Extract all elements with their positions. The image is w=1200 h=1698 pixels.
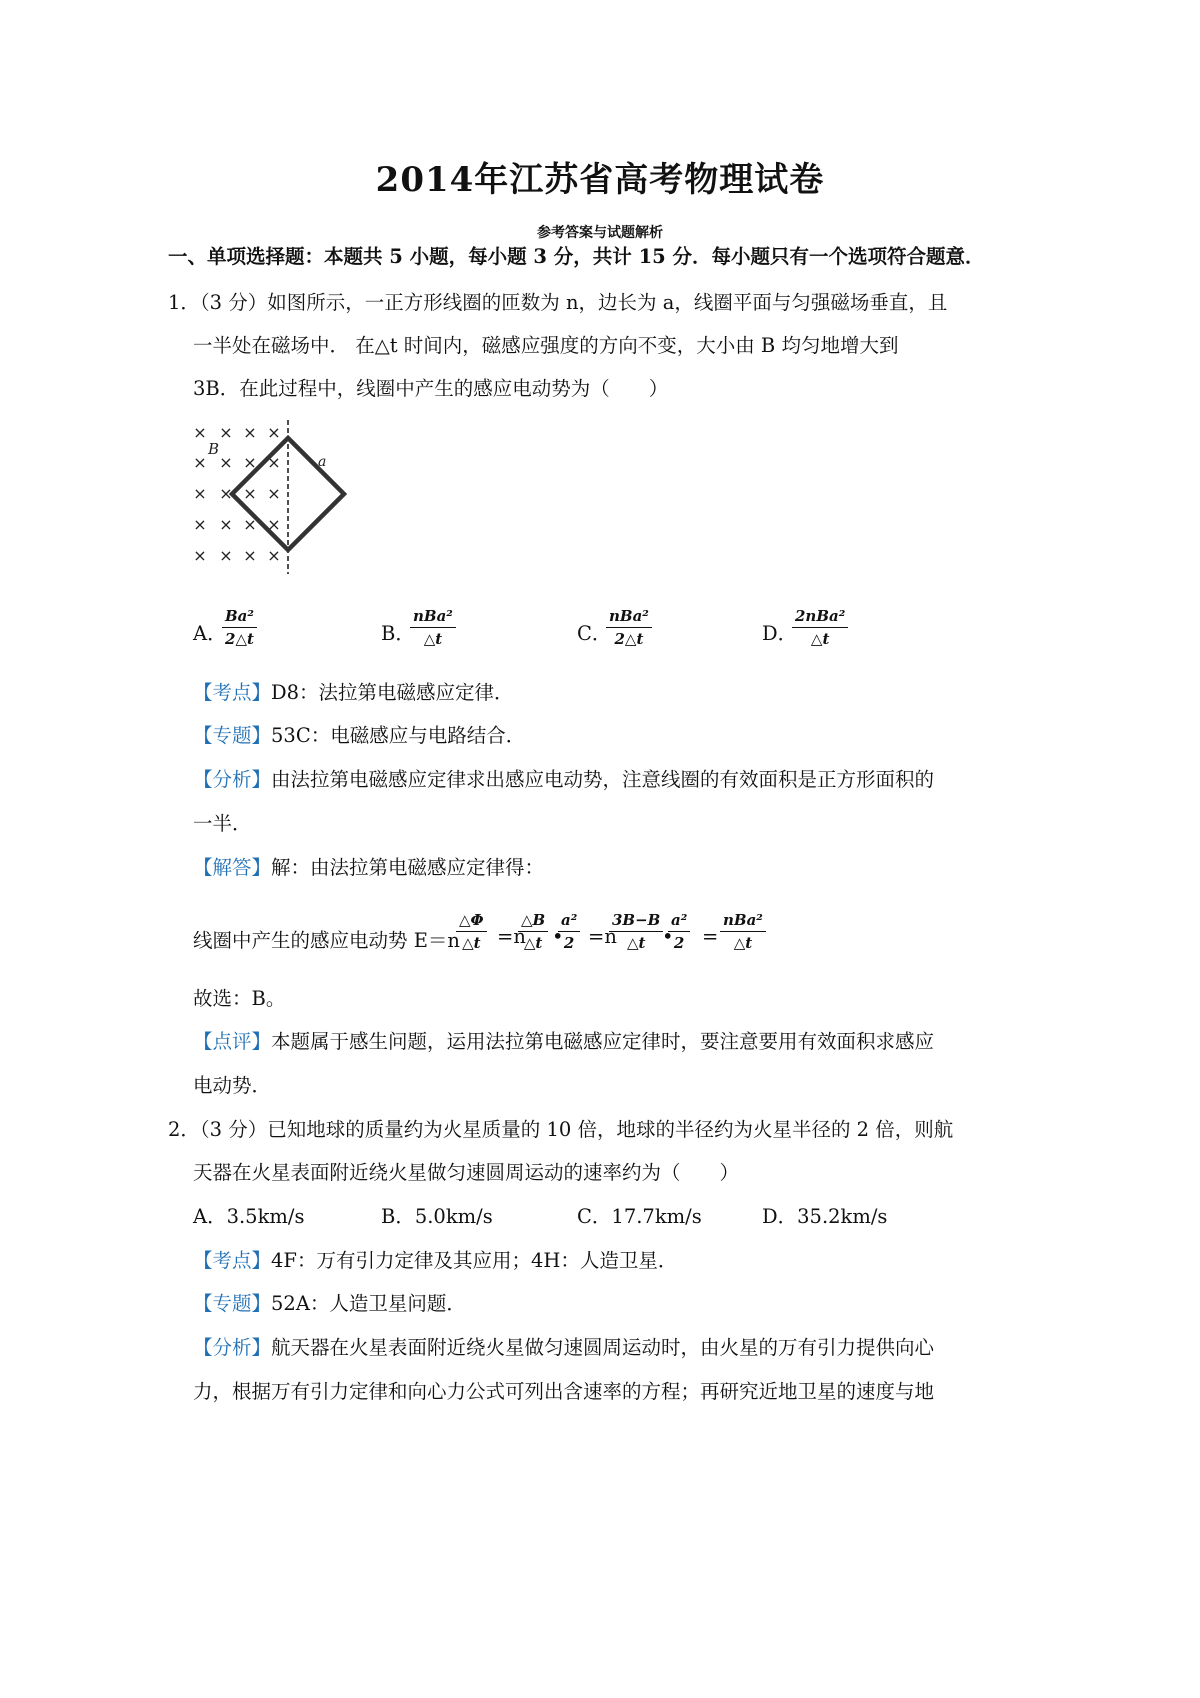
q2-fenxi-line2: 力，根据万有引力定律和向心力公式可列出含速率的方程；再研究近地卫星的速度与地 bbox=[193, 1380, 935, 1403]
q1-option-c-label: C． bbox=[577, 622, 612, 645]
q1-option-b-fraction: nBa² △t bbox=[410, 607, 456, 648]
formula-eq-n: =n bbox=[497, 925, 526, 948]
cross-mark: × bbox=[193, 546, 207, 565]
q2-fenxi-line1: 【分析】航天器在火星表面附近绕火星做匀速圆周运动时，由火星的万有引力提供向心 bbox=[193, 1336, 935, 1359]
formula-dot: • bbox=[662, 925, 674, 948]
section-heading: 一、单项选择题：本题共 5 小题，每小题 3 分，共计 15 分．每小题只有一个选项符合题意． bbox=[168, 245, 985, 268]
q1-dianping-line1: 【点评】本题属于感生问题，运用法拉第电磁感应定律时，要注意要用有效面积求感应 bbox=[193, 1030, 935, 1053]
q1-stem-line1: 1．（3 分）如图所示，一正方形线圈的匝数为 n，边长为 a，线圈平面与匀强磁场垂直，且 bbox=[168, 291, 948, 314]
cross-mark: × bbox=[243, 546, 257, 565]
cross-mark: × bbox=[267, 515, 281, 534]
cross-mark: × bbox=[243, 515, 257, 534]
cross-mark: × bbox=[243, 453, 257, 472]
q1-zhuanti: 【专题】53C：电磁感应与电路结合． bbox=[193, 724, 526, 747]
dianping-tag: 【点评】 bbox=[193, 1030, 272, 1053]
zhuanti-tag: 【专题】 bbox=[193, 724, 272, 747]
formula-dot: • bbox=[552, 925, 564, 948]
formula-eq: = bbox=[702, 925, 719, 948]
cross-mark: × bbox=[243, 484, 257, 503]
formula-frac-dphi: $\frac{\triangle\Phi}{\triangle t}$ bbox=[456, 911, 487, 952]
cross-mark: × bbox=[267, 453, 281, 472]
cross-mark: × bbox=[219, 515, 233, 534]
page-subtitle: 参考答案与试题解析 bbox=[537, 225, 663, 241]
formula-lead: 线圈中产生的感应电动势 E＝n bbox=[193, 929, 460, 952]
magnetic-field-crosses bbox=[193, 423, 280, 565]
q1-choice: 故选：B。 bbox=[193, 987, 286, 1010]
q1-option-d-fraction: 2nBa² △t bbox=[792, 607, 848, 648]
cross-mark: × bbox=[219, 484, 233, 503]
q1-kaodian: 【考点】D8：法拉第电磁感应定律． bbox=[193, 681, 514, 704]
q1-option-c-fraction: nBa² 2△t bbox=[606, 607, 652, 648]
q1-figure bbox=[188, 418, 368, 578]
fenxi-tag: 【分析】 bbox=[193, 768, 272, 791]
q2-option-b: B．5.0km/s bbox=[381, 1205, 493, 1228]
formula-frac-3b-minus-b: $\frac{3B-B}{\triangle t}$ bbox=[609, 911, 663, 952]
jieda-tag: 【解答】 bbox=[193, 856, 272, 879]
zhuanti-tag: 【专题】 bbox=[193, 1292, 272, 1315]
q1-option-d-label: D． bbox=[762, 622, 798, 645]
page-title: 2014年江苏省高考物理试卷 bbox=[375, 160, 825, 200]
q2-kaodian: 【考点】4F：万有引力定律及其应用；4H：人造卫星． bbox=[193, 1249, 678, 1272]
q1-option-a-fraction: $\frac{\text{Ba²}}{2\triangle t}$ bbox=[222, 607, 257, 648]
cross-mark: × bbox=[219, 423, 233, 442]
side-label-a: a bbox=[318, 454, 327, 470]
cross-mark: × bbox=[243, 423, 257, 442]
cross-mark: × bbox=[193, 423, 207, 442]
q1-fenxi-line2: 一半． bbox=[193, 812, 252, 835]
formula-frac-a2-over-2: $\frac{\text{a²}}{2}$ bbox=[558, 911, 580, 952]
kaodian-tag: 【考点】 bbox=[193, 1249, 272, 1272]
formula-frac-db: $\frac{\triangle B}{\triangle t}$ bbox=[518, 911, 548, 952]
q2-stem-line2: 天器在火星表面附近绕火星做匀速圆周运动的速率约为（ ） bbox=[193, 1161, 740, 1184]
q1-stem-line2: 一半处在磁场中． 在△t 时间内，磁感应强度的方向不变，大小由 B 均匀地增大到 bbox=[193, 334, 899, 357]
formula-frac-result: nBa² △t bbox=[720, 911, 766, 952]
cross-mark: × bbox=[267, 423, 281, 442]
q1-option-b-label: B． bbox=[381, 622, 415, 645]
cross-mark: × bbox=[193, 515, 207, 534]
q1-fenxi-line1: 【分析】由法拉第电磁感应定律求出感应电动势，注意线圈的有效面积是正方形面积的 bbox=[193, 768, 935, 791]
kaodian-tag: 【考点】 bbox=[193, 681, 272, 704]
q1-option-a-label: A． bbox=[193, 622, 227, 645]
q1-dianping-line2: 电动势． bbox=[193, 1074, 272, 1097]
cross-mark: × bbox=[193, 484, 207, 503]
q2-option-d: D．35.2km/s bbox=[762, 1205, 888, 1228]
q2-stem-line1: 2．（3 分）已知地球的质量约为火星质量的 10 倍，地球的半径约为火星半径的 2 倍，则航 bbox=[168, 1118, 954, 1141]
fenxi-tag: 【分析】 bbox=[193, 1336, 272, 1359]
cross-mark: × bbox=[219, 546, 233, 565]
formula-eq-n: =n bbox=[588, 925, 617, 948]
formula-frac-a2-over-2: $\frac{\text{a²}}{2}$ bbox=[668, 911, 690, 952]
q1-jieda: 【解答】解：由法拉第电磁感应定律得： bbox=[193, 856, 545, 879]
cross-mark: × bbox=[219, 453, 233, 472]
q1-stem-line3: 3B．在此过程中，线圈中产生的感应电动势为（ ） bbox=[193, 377, 669, 400]
q2-zhuanti: 【专题】52A：人造卫星问题． bbox=[193, 1292, 466, 1315]
field-label-B: B bbox=[208, 440, 220, 458]
cross-mark: × bbox=[193, 453, 207, 472]
cross-mark: × bbox=[267, 484, 281, 503]
q2-option-c: C．17.7km/s bbox=[577, 1205, 702, 1228]
q2-option-a: A．3.5km/s bbox=[193, 1205, 305, 1228]
cross-mark: × bbox=[267, 546, 281, 565]
